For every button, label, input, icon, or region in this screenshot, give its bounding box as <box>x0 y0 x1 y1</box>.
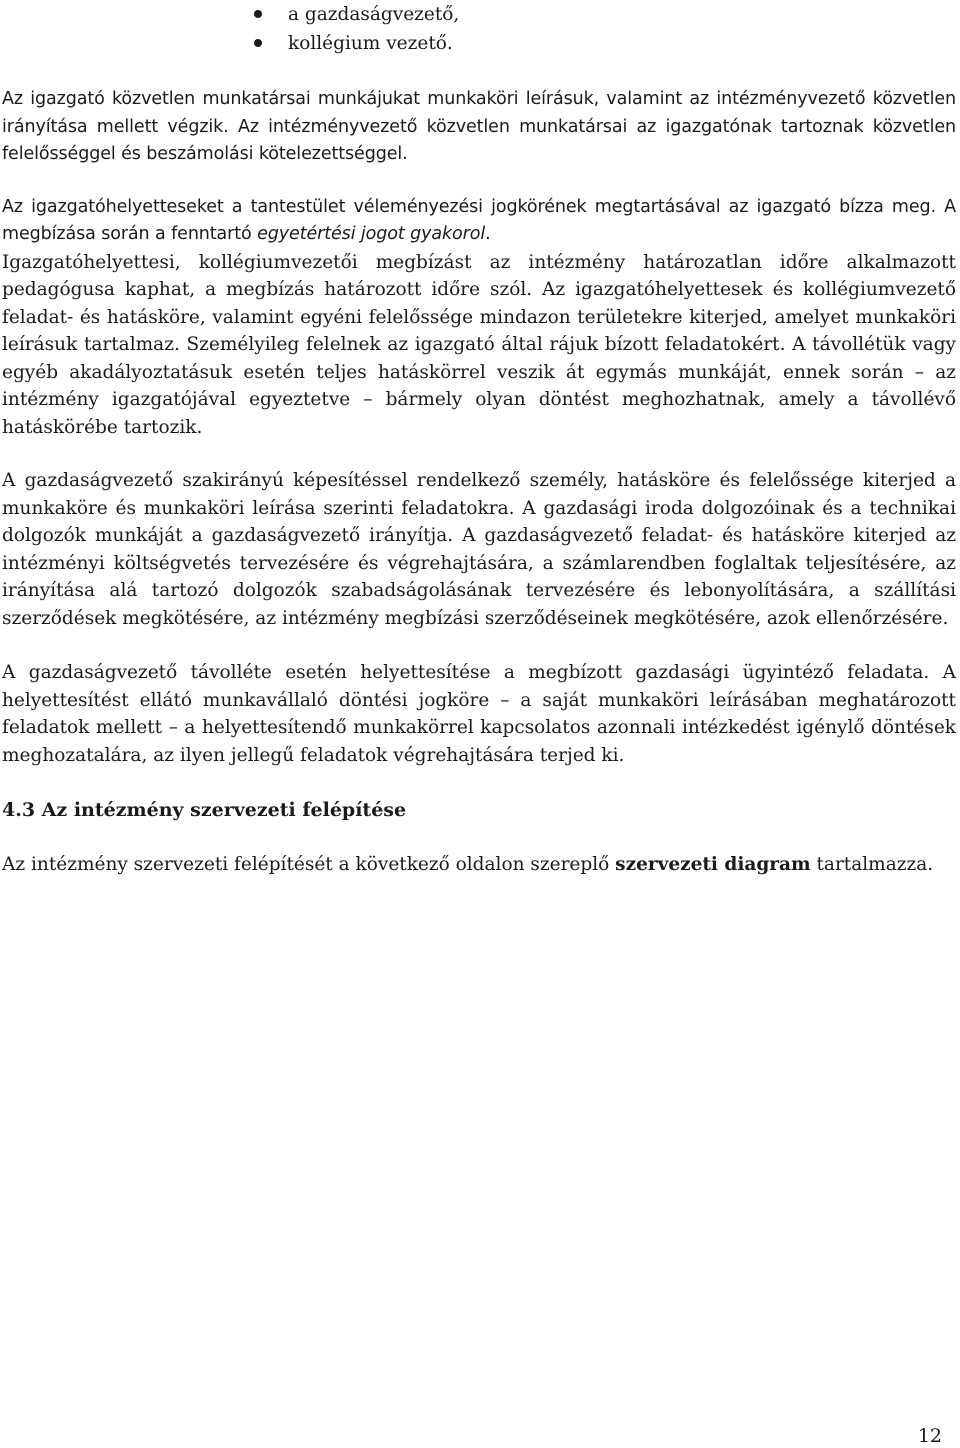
paragraph-finance-manager: A gazdaságvezető szakirányú képesítéssel rendelkező személy, hatásköre és felelőssége kiterjed a munkaköre és munkaköri leírása szerinti feladatokra. A gazdasági iroda dolgozóinak és a technikai dolgozók munkáját a gazdaságvezető irányítja. A gazdaságvezető feladat- és hatásköre kiterjed az intézményi költségvetés tervezésére és végrehajtására, a számlarendben foglaltak teljesítésére, az irányítása alá tartozó dolgozók szabadságolásának tervezésére és lebonyolítására, a szállítási szerződések megkötésére, az intézmény megbízási szerződéseinek megkötésére, azok ellenőrzésére. <box>2 470 956 629</box>
bullet-list <box>2 0 956 58</box>
paragraph-text-end: . <box>485 224 491 244</box>
paragraph-text-end: tartalmazza. <box>810 854 934 875</box>
bullet-text: a gazdaságvezető, <box>288 4 460 25</box>
bullet-dot-icon <box>254 10 262 18</box>
section-heading: 4.3 Az intézmény szervezeti felépítése <box>2 799 407 821</box>
paragraph-text: Az igazgatóhelyetteseket a tantestület véleményezési jogkörének megtartásával az igazgató bízza meg. A megbízása során a fenntartó <box>2 196 956 244</box>
paragraph-emphasis: egyetértési jogot gyakorol <box>257 224 486 244</box>
page-content <box>2 0 956 879</box>
paragraph-text: Az intézmény szervezeti felépítését a következő oldalon szereplő <box>2 854 616 875</box>
paragraph-org-structure <box>2 851 956 879</box>
paragraph-direct-colleagues: Az igazgató közvetlen munkatársai munkájukat munkaköri leírásuk, valamint az intézményvezető közvetlen irányítása mellett végzik. Az intézményvezető közvetlen munkatársai az igazgatónak tartoznak közvetlen felelősséggel és beszámolási kötelezettséggel. <box>2 89 956 164</box>
paragraph-deputy-appointment <box>2 194 956 249</box>
bullet-item-kollegium-vezeto <box>2 29 956 58</box>
bullet-text: kollégium vezető. <box>288 33 453 54</box>
paragraph-bold-term: szervezeti diagram <box>615 854 811 875</box>
paragraph-deputy-duties: Igazgatóhelyettesi, kollégiumvezetői megbízást az intézmény határozatlan időre alkalmazott pedagógusa kaphat, a megbízás határozott időre szól. Az igazgatóhelyettesek és kollégiumvezető feladat- és hatásköre, valamint egyéni felelőssége mindazon területekre kiterjed, amelyet munkaköri leírásuk tartalmaz. Személyileg felelnek az igazgató által rájuk bízott feladatokért. A távollétük vagy egyéb akadályoztatásuk esetén teljes hatáskörrel veszik át egymás munkáját, ennek során – az intézmény igazgatójával egyeztetve – bármely olyan döntést meghozhatnak, amely a távollévő hatáskörébe tartozik. <box>2 251 956 438</box>
paragraph-finance-substitution: A gazdaságvezető távolléte esetén helyettesítése a megbízott gazdasági ügyintéző feladata. A helyettesítést ellátó munkavállaló döntési jogköre – a saját munkaköri leírásában meghatározott feladatok mellett – a helyettesítendő munkakörrel kapcsolatos azonnali intézkedést igénylő döntések meghozatalára, az ilyen jellegű feladatok végrehajtására terjed ki. <box>2 662 956 766</box>
page-number: 12 <box>917 1425 942 1447</box>
bullet-item-gazdasagvezeto <box>2 0 956 29</box>
bullet-dot-icon <box>254 39 262 47</box>
